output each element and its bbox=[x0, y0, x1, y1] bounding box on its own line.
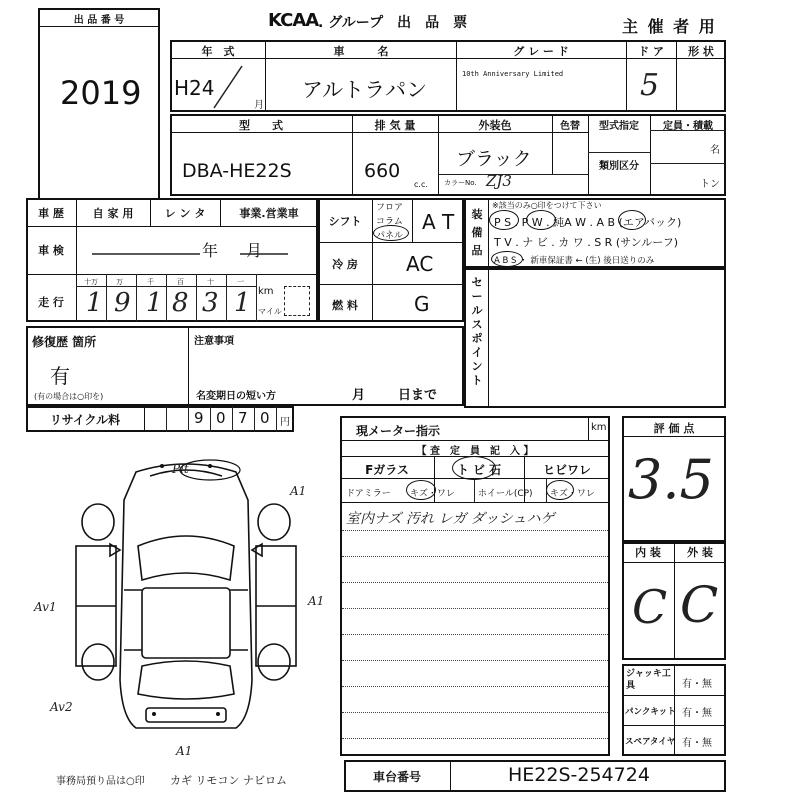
mileage-header-10: 十 bbox=[207, 278, 214, 286]
exterior-label: 外 装 bbox=[687, 546, 713, 559]
grade-label: グ レ ー ド bbox=[513, 45, 569, 58]
jack-value: 有・無 bbox=[682, 679, 712, 690]
mileage-digit: 1 bbox=[234, 288, 251, 318]
shift-label: シフト bbox=[328, 215, 362, 228]
inspection-year-unit: 年 bbox=[202, 241, 219, 260]
mark-left-rear: Av2 bbox=[50, 700, 73, 714]
organizer-label: 主 催 者 用 bbox=[622, 17, 717, 36]
color-change-label: 色替 bbox=[560, 121, 580, 132]
meter-label: 現メーター指示 bbox=[356, 424, 441, 438]
shift-value: A T bbox=[422, 210, 455, 234]
deadline-label: 名変期日の短い方 bbox=[196, 391, 276, 402]
lot-number-value: 2019 bbox=[60, 74, 142, 112]
mileage-digit: 8 bbox=[172, 288, 189, 318]
capacity-unit-persons: 名 bbox=[710, 145, 720, 156]
recycle-digit: 7 bbox=[238, 409, 248, 427]
type-designation-label: 型式指定 bbox=[599, 121, 639, 132]
mark-right-side: A1 bbox=[308, 594, 325, 608]
brand-logo: KCAA bbox=[268, 10, 319, 31]
ps-circle bbox=[489, 210, 519, 230]
shape-label: 形 状 bbox=[688, 45, 714, 58]
sales-point-label: セールスポイント bbox=[471, 276, 483, 387]
car-name-value: アルトラパン bbox=[302, 78, 428, 102]
mirror-label: ドアミラー bbox=[346, 489, 391, 499]
glass-chip: ト ビ 石 bbox=[456, 463, 502, 477]
chassis-value: HE22S-254724 bbox=[508, 764, 650, 786]
chassis-label: 車台番号 bbox=[372, 770, 421, 784]
score-label: 評 価 点 bbox=[653, 422, 695, 435]
inspection-month-unit: 月 bbox=[246, 241, 263, 260]
equipment-line3: A B S ・ 新車保証書 ← (生) 後日送りのみ bbox=[494, 256, 655, 266]
recycle-digit: 9 bbox=[194, 409, 204, 427]
fuel-value: G bbox=[414, 292, 430, 316]
lot-number-label: 出 品 番 号 bbox=[73, 15, 125, 26]
mileage-digit: 1 bbox=[146, 288, 163, 318]
displacement-unit: c.c. bbox=[414, 180, 428, 189]
year-month-unit: 月 bbox=[254, 100, 264, 111]
mileage-label: 走 行 bbox=[38, 296, 64, 309]
mile-checkbox bbox=[284, 286, 310, 316]
repair-label: 修復歴 箇所 bbox=[32, 335, 97, 349]
meter-unit: km bbox=[591, 422, 607, 433]
usage-private: 自 家 用 bbox=[92, 207, 134, 220]
capacity-unit-tons: トン bbox=[700, 179, 720, 190]
glass-crack: ヒビワレ bbox=[542, 463, 591, 477]
deadline-month: 月 bbox=[352, 388, 366, 403]
recycle-unit: 円 bbox=[280, 417, 290, 428]
notes-label: 注意事項 bbox=[194, 336, 234, 347]
repair-note: (有の場合は○印を) bbox=[34, 392, 104, 401]
usage-label: 車 歴 bbox=[38, 207, 64, 220]
office-note: 事務局預り品は○印 bbox=[56, 776, 145, 787]
shift-panel: パネル bbox=[376, 231, 404, 241]
equipment-label: 装備品 bbox=[471, 208, 483, 257]
usage-business: 事業.営業車 bbox=[239, 207, 299, 220]
capacity-label: 定員・積載 bbox=[663, 121, 713, 132]
color-number-value: ZJ3 bbox=[486, 172, 512, 190]
ac-value: AC bbox=[406, 252, 434, 276]
car-name-label: 車 名 bbox=[333, 45, 389, 58]
mileage-unit-km: km bbox=[258, 286, 274, 297]
year-slash bbox=[208, 62, 248, 112]
mark-left-side: Av1 bbox=[34, 600, 57, 614]
jack-label: ジャッキ工具 bbox=[626, 669, 671, 691]
mark-rear: A1 bbox=[176, 744, 193, 758]
shift-floor: フロア bbox=[376, 203, 404, 213]
mark-right-front: A1 bbox=[290, 484, 307, 498]
pw-circle bbox=[526, 210, 556, 230]
puncture-label: パンクキット bbox=[625, 707, 676, 717]
shift-column: コラム bbox=[376, 217, 403, 227]
ab-circle bbox=[618, 210, 646, 230]
model-value: DBA-HE22S bbox=[182, 160, 292, 182]
color-label: 外装色 bbox=[478, 119, 512, 132]
mileage-header-10k: 万 bbox=[116, 278, 123, 286]
form-title: . グループ 出 品 票 bbox=[318, 15, 468, 31]
ac-label: 冷 房 bbox=[332, 258, 358, 271]
office-items: カギ リモコン ナビロム bbox=[170, 774, 287, 787]
recycle-digit: 0 bbox=[216, 409, 226, 427]
mark-front: Pit bbox=[172, 462, 189, 476]
equipment-line1: P S . P W . 純A W . A B (エアバック) bbox=[494, 216, 682, 229]
inspection-label: 車 検 bbox=[38, 244, 64, 257]
mirror-circle bbox=[406, 480, 436, 500]
door-label: ド ア bbox=[638, 45, 664, 58]
door-value: 5 bbox=[640, 68, 660, 103]
sales-point-block bbox=[464, 268, 726, 408]
wheel-circle bbox=[546, 480, 574, 500]
mileage-digit: 3 bbox=[202, 288, 219, 318]
fuel-label: 燃 料 bbox=[332, 299, 358, 312]
car-diagram bbox=[66, 450, 306, 750]
puncture-value: 有・無 bbox=[682, 708, 712, 719]
mileage-header-1k: 千 bbox=[147, 278, 154, 286]
year-label: 年 式 bbox=[201, 45, 235, 58]
wheel-label: ホイール(CP) bbox=[478, 489, 533, 499]
abs-circle bbox=[491, 251, 523, 267]
recycle-label: リサイクル料 bbox=[49, 413, 121, 427]
repair-value: 有 bbox=[50, 364, 70, 388]
exterior-value: C bbox=[680, 576, 719, 634]
equipment-line2: T V . ナ ビ . カ ワ . S R (サンルーフ) bbox=[494, 236, 679, 249]
displacement-label: 排 気 量 bbox=[374, 119, 416, 132]
inspector-remarks: 室内ナズ 汚れ レガ ダッシュハゲ bbox=[346, 511, 555, 527]
deadline-day: 日まで bbox=[398, 388, 438, 403]
shift-panel-circle bbox=[373, 225, 409, 241]
recycle-digit: 0 bbox=[260, 409, 270, 427]
wheel-option: キズ・ワレ bbox=[550, 489, 595, 499]
mileage-digit: 1 bbox=[86, 288, 103, 318]
mileage-header-100: 百 bbox=[177, 278, 184, 286]
displacement-value: 660 bbox=[364, 160, 401, 182]
category-label: 類別区分 bbox=[599, 161, 639, 172]
spare-value: 有・無 bbox=[682, 738, 712, 749]
spare-label: スペアタイヤ bbox=[625, 737, 676, 747]
color-value: ブラック bbox=[456, 148, 532, 170]
score-value: 3.5 bbox=[628, 448, 714, 511]
inspection-strike-line bbox=[90, 246, 290, 262]
glass-label: Fガラス bbox=[365, 463, 409, 477]
mileage-header-1: 一 bbox=[237, 278, 244, 286]
color-number-label: カラーNo. bbox=[444, 179, 477, 187]
grade-value: 10th Anniversary Limited bbox=[462, 70, 564, 78]
mirror-option: キズ・ワレ bbox=[410, 489, 455, 499]
model-label: 型 式 bbox=[239, 119, 283, 132]
mileage-header-100k: 十万 bbox=[84, 278, 98, 286]
mileage-unit-mile: マイル bbox=[258, 307, 282, 316]
inspector-label: 【 査 定 員 記 入 】 bbox=[416, 446, 534, 457]
interior-value: C bbox=[632, 580, 668, 634]
equipment-note: ※該当のみ○印をつけて下さい bbox=[492, 201, 602, 210]
usage-rental: レ ン タ bbox=[164, 207, 206, 220]
interior-label: 内 装 bbox=[635, 546, 661, 559]
year-value: H24 bbox=[174, 76, 215, 100]
mileage-digit: 9 bbox=[114, 288, 131, 318]
glass-chip-circle bbox=[452, 456, 496, 480]
